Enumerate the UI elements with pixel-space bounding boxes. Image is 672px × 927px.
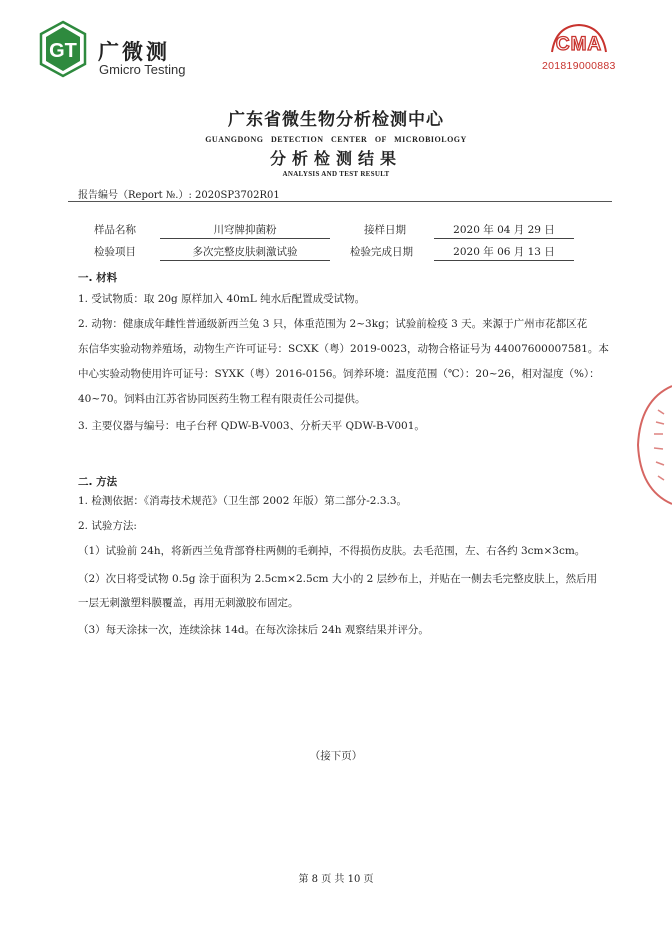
report-number-label: 报告编号（Report №.）: [78, 190, 192, 201]
test-item-underline [160, 260, 330, 261]
sample-name-underline [160, 238, 330, 239]
receive-date-label: 接样日期 [364, 224, 406, 236]
receive-date-value: 2020 年 04 月 29 日 [453, 224, 555, 236]
logo-chinese-name: 广微测 [98, 40, 170, 64]
method-step-3: （3）每天涂抹一次，连续涂抹 14d。在每次涂抹后 24h 观察结果并评分。 [78, 624, 429, 636]
complete-date-label: 检验完成日期 [350, 246, 413, 258]
logo-english-name: Gmicro Testing [99, 62, 186, 77]
report-number-line [78, 186, 280, 201]
cma-number: 201819000883 [542, 60, 616, 72]
report-number: 2020SP3702R01 [195, 190, 280, 201]
materials-item-2-line-1: 2. 动物：健康成年雌性普通级新西兰兔 3 只，体重范围为 2~3kg；试验前检疫 3 天。来源于广州市花都区花 [78, 318, 588, 330]
section-materials-heading: 一. 材料 [78, 272, 118, 284]
center-title-cn: 广东省微生物分析检测中心 [228, 110, 444, 130]
complete-date-underline [434, 260, 574, 261]
page-number: 第 8 页 共 10 页 [298, 874, 374, 885]
result-title-cn: 分析检测结果 [269, 149, 402, 168]
sample-name-value: 川穹牌抑菌粉 [213, 224, 277, 236]
materials-item-2-line-4: 40~70。饲料由江苏省协同医药生物工程有限责任公司提供。 [78, 393, 366, 405]
method-step-2-line-1: （2）次日将受试物 0.5g 涂于面积为 2.5cm×2.5cm 大小的 2 层纱布上，并贴在一侧去毛完整皮肤上，然后用 [78, 573, 598, 585]
test-item-value: 多次完整皮肤刺激试验 [192, 246, 298, 258]
receive-date-underline [434, 238, 574, 239]
header-divider [68, 201, 612, 202]
center-title-en: GUANGDONG DETECTION CENTER OF MICROBIOLOGY [205, 135, 467, 144]
method-step-2-line-2: 一层无刺激塑料膜覆盖，再用无刺激胶布固定。 [78, 597, 299, 609]
materials-item-1: 1. 受试物质：取 20g 原样加入 40mL 纯水后配置成受试物。 [78, 293, 366, 305]
test-item-label: 检验项目 [94, 246, 136, 258]
methods-item-1: 1. 检测依据：《消毒技术规范》（卫生部 2002 年版）第二部分-2.3.3。 [78, 495, 408, 507]
materials-item-2-line-3: 中心实验动物使用许可证号：SYXK（粤）2016-0156。饲养环境：温度范围（℃）：20~26，相对湿度（%）： [78, 368, 600, 380]
complete-date-value: 2020 年 06 月 13 日 [453, 246, 555, 258]
logo-mark-text: GT [49, 40, 77, 62]
gt-logo-icon [38, 20, 88, 78]
continued-note: （接下页） [309, 750, 363, 762]
materials-item-2-line-2: 东信华实验动物养殖场，动物生产许可证号：SCXK（粤）2019-0023，动物合格证号为 44007600007581。本 [78, 343, 609, 355]
methods-item-2: 2. 试验方法: [78, 520, 137, 532]
section-methods-heading: 二. 方法 [78, 476, 118, 488]
result-title-en: ANALYSIS AND TEST RESULT [282, 170, 390, 178]
sample-name-label: 样品名称 [94, 224, 136, 236]
cma-mark-text: CMA [555, 34, 603, 55]
materials-item-3: 3. 主要仪器与编号：电子台秤 QDW-B-V003、分析天平 QDW-B-V001。 [78, 420, 425, 432]
method-step-1: （1）试验前 24h，将新西兰兔背部脊柱两侧的毛剃掉，不得损伤皮肤。去毛范围，左、右各约 3cm×3cm。 [78, 545, 586, 557]
cma-mark-icon [548, 22, 610, 56]
seal-stamp-icon [632, 380, 672, 510]
